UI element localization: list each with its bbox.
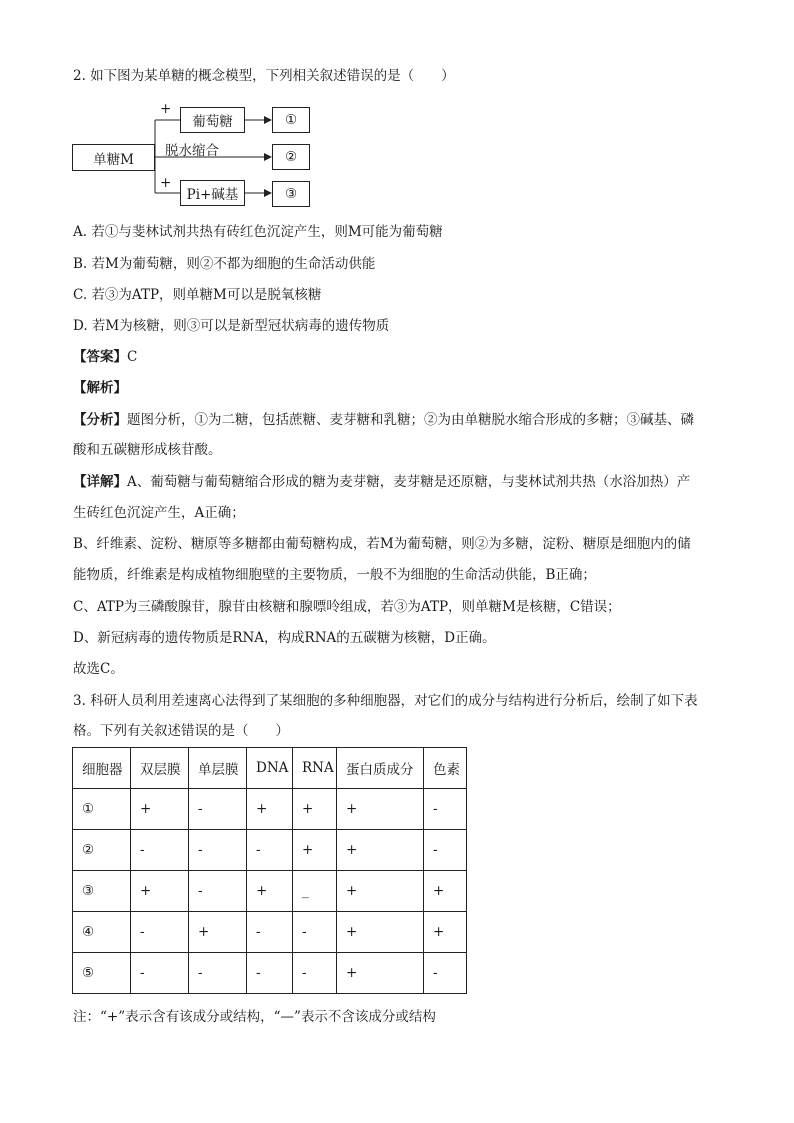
fenxi-text-1: 题图分析，①为二糖，包括蔗糖、麦芽糖和乳糖；②为由单糖脱水缩合形成的多糖；③碱基、磷 [127,412,694,428]
table-cell: + [293,789,337,830]
table-row [73,871,467,912]
detail-tag: 【详解】 [73,474,127,490]
fenxi-tag: 【分析】 [73,412,127,428]
output-box-2: ② [272,144,310,170]
q3-stem-1: 3. 科研人员利用差速离心法得到了某细胞的多种细胞器，对它们的成分与结构进行分析后，绘制了如下表 [73,693,698,709]
dehydration-label: 脱水缩合 [165,143,219,159]
table-cell: + [131,871,189,912]
table-note: 注：“+”表示含有该成分或结构，“—”表示不含该成分或结构 [73,1009,436,1025]
table-cell: - [247,953,293,994]
phosphate-base-box: Pi+碱基 [180,180,245,206]
table-cell: + [247,871,293,912]
output-box-1: ① [272,107,310,133]
table-cell: + [131,789,189,830]
table-cell: - [131,830,189,871]
table-cell: - [424,830,467,871]
table-header-row [73,748,467,789]
table-cell: - [247,830,293,871]
table-cell: ② [73,830,131,871]
table-cell: ① [73,789,131,830]
table-cell: + [337,953,424,994]
answer-line [73,347,137,367]
plus-sign-top: + [160,101,172,117]
fenxi-line-2: 酸和五碳糖形成核苷酸。 [73,442,222,458]
detail-line-1 [73,472,690,492]
table-cell: ③ [73,871,131,912]
conclusion: 故选C。 [73,661,124,677]
option-c: C. 若③为ATP，则单糖M可以是脱氧核糖 [73,287,322,303]
table-cell: + [337,912,424,953]
glucose-box: 葡萄糖 [180,107,245,133]
q3-stem-2: 格。下列有关叙述错误的是（ ） [73,723,289,739]
table-cell: - [189,871,247,912]
table-cell: + [424,912,467,953]
table-row [73,953,467,994]
answer-value: C [127,349,138,365]
table-cell: - [424,789,467,830]
table-row [73,912,467,953]
table-cell: + [424,871,467,912]
output-box-3: ③ [272,181,310,207]
diagram-connectors [0,0,794,230]
detail-line-6: D、新冠病毒的遗传物质是RNA，构成RNA的五碳糖为核糖，D正确。 [73,630,496,646]
analysis-tag: 【解析】 [73,380,127,396]
table-header-cell: RNA [293,748,337,789]
fenxi-line-1 [73,410,694,430]
table-cell: - [189,953,247,994]
detail-line-3: B、纤维素、淀粉、糖原等多糖都由葡萄糖构成，若M为葡萄糖，则②为多糖，淀粉、糖原是细胞内的储 [73,536,691,552]
table-cell: - [293,912,337,953]
q2-stem: 2. 如下图为某单糖的概念模型，下列相关叙述错误的是（ ） [73,68,455,84]
table-cell: + [189,912,247,953]
detail-line-4: 能物质，纤维素是构成植物细胞壁的主要物质，一般不为细胞的生命活动供能，B正确； [73,567,596,583]
table-cell: - [247,912,293,953]
table-cell: + [337,789,424,830]
option-b: B. 若M为葡萄糖，则②不都为细胞的生命活动供能 [73,256,376,272]
table-cell: + [337,830,424,871]
table-cell: - [189,830,247,871]
plus-sign-bottom: + [160,175,172,191]
table-cell: _ [293,871,337,912]
organelle-table [72,747,467,994]
table-header-cell: DNA [247,748,293,789]
table-cell: - [131,953,189,994]
detail-line-2: 生砖红色沉淀产生，A正确； [73,505,245,521]
table-header-cell: 蛋白质成分 [337,748,424,789]
table-cell: ④ [73,912,131,953]
source-box: 单糖M [72,144,155,171]
table-cell: - [131,912,189,953]
table-cell: ⑤ [73,953,131,994]
detail-text-1: A、葡萄糖与葡萄糖缩合形成的糖为麦芽糖，麦芽糖是还原糖，与斐林试剂共热（水浴加热）产 [127,474,691,490]
table-cell: + [293,830,337,871]
answer-tag: 【答案】 [73,349,127,365]
table-header-cell: 色素 [424,748,467,789]
detail-line-5: C、ATP为三磷酸腺苷，腺苷由核糖和腺嘌呤组成，若③为ATP，则单糖M是核糖，C错误； [73,599,621,615]
table-cell: - [189,789,247,830]
table-cell: + [337,871,424,912]
table-header-cell: 单层膜 [189,748,247,789]
table-header-cell: 双层膜 [131,748,189,789]
table-row [73,830,467,871]
option-d: D. 若M为核糖，则③可以是新型冠状病毒的遗传物质 [73,318,390,334]
table-header-cell: 细胞器 [73,748,131,789]
table-row [73,789,467,830]
option-a: A. 若①与斐林试剂共热有砖红色沉淀产生，则M可能为葡萄糖 [73,224,443,240]
table-cell: - [293,953,337,994]
table-cell: + [247,789,293,830]
table-cell: - [424,953,467,994]
